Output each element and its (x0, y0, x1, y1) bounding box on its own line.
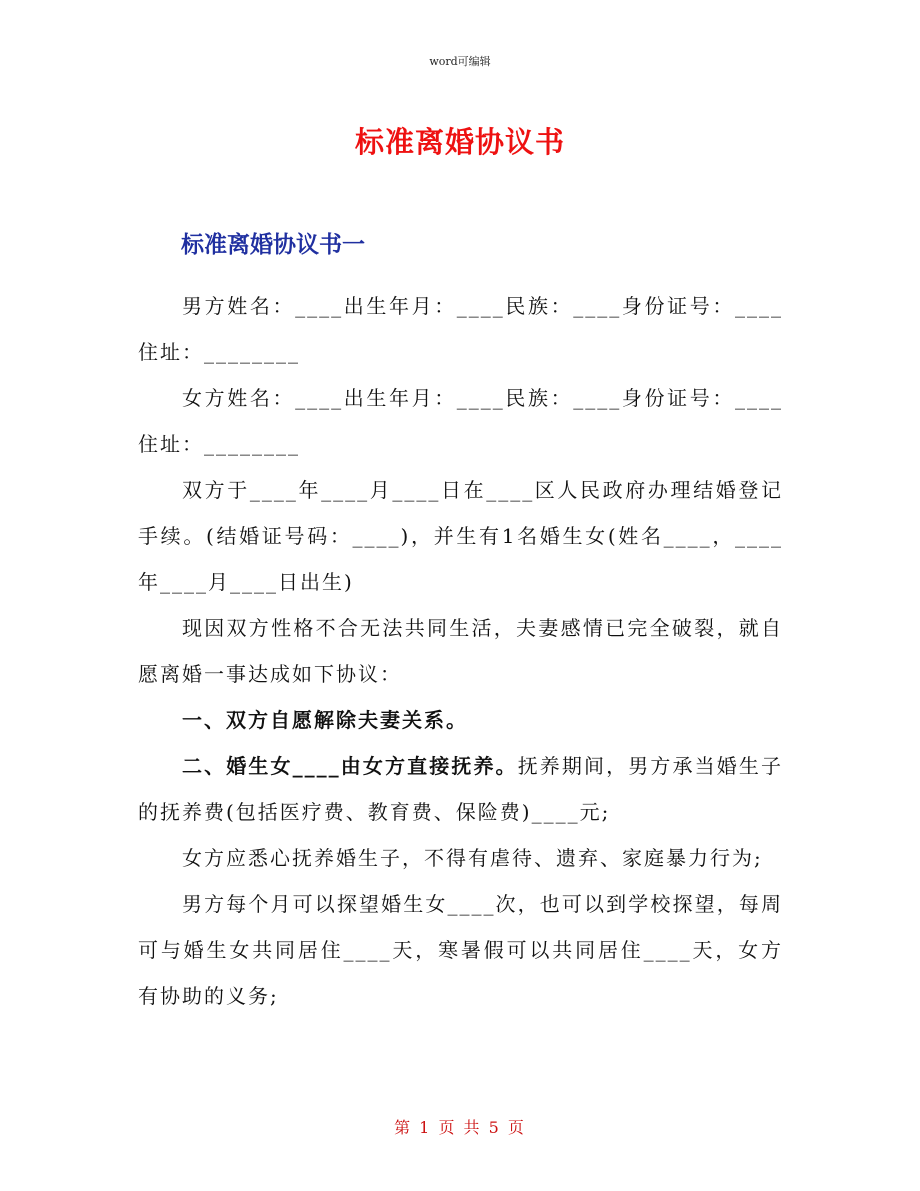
clause-two-text: 抚养期间，男方承当婚生子的抚养费(包括医疗费、教育费、保险费)____元; (138, 754, 784, 824)
clause-one: 一、双方自愿解除夫妻关系。 (182, 708, 468, 732)
paragraph-visitation: 男方每个月可以探望婚生女____次，也可以到学校探望，每周可与婚生女共同居住____天，寒暑假可以共同居住____天，女方有协助的义务; (138, 892, 783, 1008)
page-indicator: 第 1 页 共 5 页 (394, 1118, 526, 1137)
clause-two (138, 743, 783, 835)
paragraph-custody-duty: 女方应悉心抚养婚生子，不得有虐待、遗弃、家庭暴力行为; (182, 846, 763, 870)
document-body (138, 283, 783, 1019)
paragraph-wife-info: 女方姓名：____出生年月：____民族：____身份证号：____住址：________ (138, 386, 783, 456)
paragraph-husband-info: 男方姓名：____出生年月：____民族：____身份证号：____住址：________ (138, 294, 783, 364)
paragraph-marriage-registration: 双方于____年____月____日在____区人民政府办理结婚登记手续。(结婚证号码：____)，并生有1名婚生女(姓名____，____年____月____日出生) (138, 478, 783, 594)
header-note: word可编辑 (429, 55, 491, 68)
section-title: 标准离婚协议书一 (181, 232, 365, 258)
document-title: 标准离婚协议书 (354, 125, 565, 159)
clause-two-heading: 二、婚生女____由女方直接抚养。 (182, 754, 518, 778)
paragraph-divorce-reason: 现因双方性格不合无法共同生活，夫妻感情已完全破裂，就自愿离婚一事达成如下协议： (138, 616, 783, 686)
